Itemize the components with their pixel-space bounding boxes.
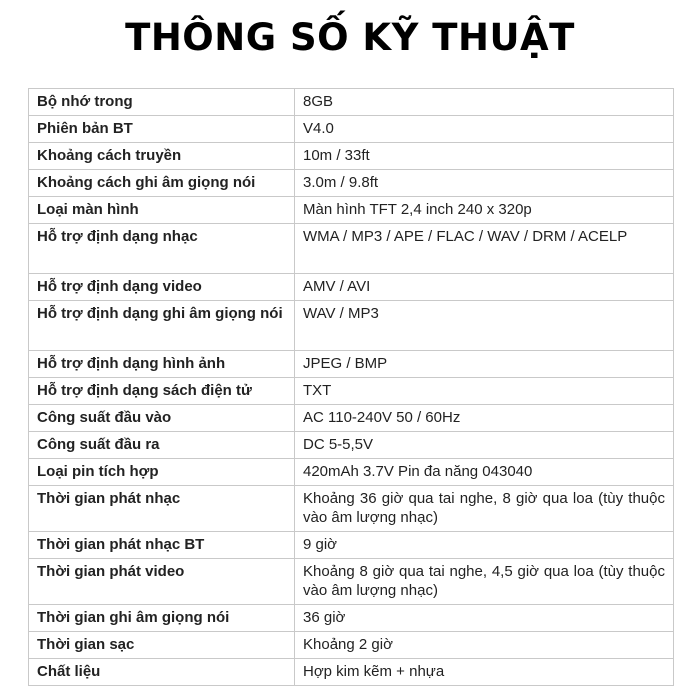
spec-value: WMA / MP3 / APE / FLAC / WAV / DRM / ACELP — [295, 224, 674, 274]
spec-value: TXT — [295, 378, 674, 405]
table-row — [29, 378, 674, 405]
table-row — [29, 274, 674, 301]
spec-value: 36 giờ — [295, 605, 674, 632]
spec-table — [28, 88, 674, 686]
spec-value: 8GB — [295, 89, 674, 116]
spec-label: Công suất đầu vào — [29, 405, 295, 432]
spec-label: Loại màn hình — [29, 197, 295, 224]
spec-label: Hỗ trợ định dạng video — [29, 274, 295, 301]
spec-label: Chất liệu — [29, 659, 295, 686]
spec-label: Hỗ trợ định dạng ghi âm giọng nói — [29, 301, 295, 351]
spec-table-body — [29, 89, 674, 686]
table-row — [29, 459, 674, 486]
table-row — [29, 89, 674, 116]
spec-label: Thời gian phát nhạc BT — [29, 532, 295, 559]
spec-label: Khoảng cách truyền — [29, 143, 295, 170]
spec-value: 10m / 33ft — [295, 143, 674, 170]
spec-label: Phiên bản BT — [29, 116, 295, 143]
page-title: THÔNG SỐ KỸ THUẬT — [125, 16, 575, 59]
table-row — [29, 197, 674, 224]
table-row — [29, 486, 674, 532]
table-row — [29, 143, 674, 170]
spec-label: Thời gian sạc — [29, 632, 295, 659]
table-row — [29, 405, 674, 432]
spec-value: Màn hình TFT 2,4 inch 240 x 320p — [295, 197, 674, 224]
spec-value: AC 110-240V 50 / 60Hz — [295, 405, 674, 432]
spec-value: DC 5-5,5V — [295, 432, 674, 459]
spec-value: Hợp kim kẽm + nhựa — [295, 659, 674, 686]
spec-label: Thời gian ghi âm giọng nói — [29, 605, 295, 632]
spec-label: Thời gian phát nhạc — [29, 486, 295, 532]
table-row — [29, 170, 674, 197]
table-row — [29, 432, 674, 459]
spec-value: WAV / MP3 — [295, 301, 674, 351]
spec-value: AMV / AVI — [295, 274, 674, 301]
table-row — [29, 116, 674, 143]
spec-value: Khoảng 8 giờ qua tai nghe, 4,5 giờ qua loa (tùy thuộc vào âm lượng nhạc) — [295, 559, 674, 605]
spec-label: Công suất đầu ra — [29, 432, 295, 459]
spec-value: Khoảng 2 giờ — [295, 632, 674, 659]
spec-label: Loại pin tích hợp — [29, 459, 295, 486]
table-row — [29, 224, 674, 274]
table-row — [29, 605, 674, 632]
spec-label: Hỗ trợ định dạng nhạc — [29, 224, 295, 274]
table-row — [29, 532, 674, 559]
spec-label: Khoảng cách ghi âm giọng nói — [29, 170, 295, 197]
spec-value: JPEG / BMP — [295, 351, 674, 378]
table-row — [29, 351, 674, 378]
table-row — [29, 632, 674, 659]
table-row — [29, 659, 674, 686]
spec-value: 3.0m / 9.8ft — [295, 170, 674, 197]
table-row — [29, 301, 674, 351]
table-row — [29, 559, 674, 605]
spec-value: 420mAh 3.7V Pin đa năng 043040 — [295, 459, 674, 486]
spec-label: Thời gian phát video — [29, 559, 295, 605]
spec-value: V4.0 — [295, 116, 674, 143]
spec-value: 9 giờ — [295, 532, 674, 559]
spec-label: Hỗ trợ định dạng sách điện tử — [29, 378, 295, 405]
spec-label: Bộ nhớ trong — [29, 89, 295, 116]
spec-value: Khoảng 36 giờ qua tai nghe, 8 giờ qua loa (tùy thuộc vào âm lượng nhạc) — [295, 486, 674, 532]
spec-label: Hỗ trợ định dạng hình ảnh — [29, 351, 295, 378]
